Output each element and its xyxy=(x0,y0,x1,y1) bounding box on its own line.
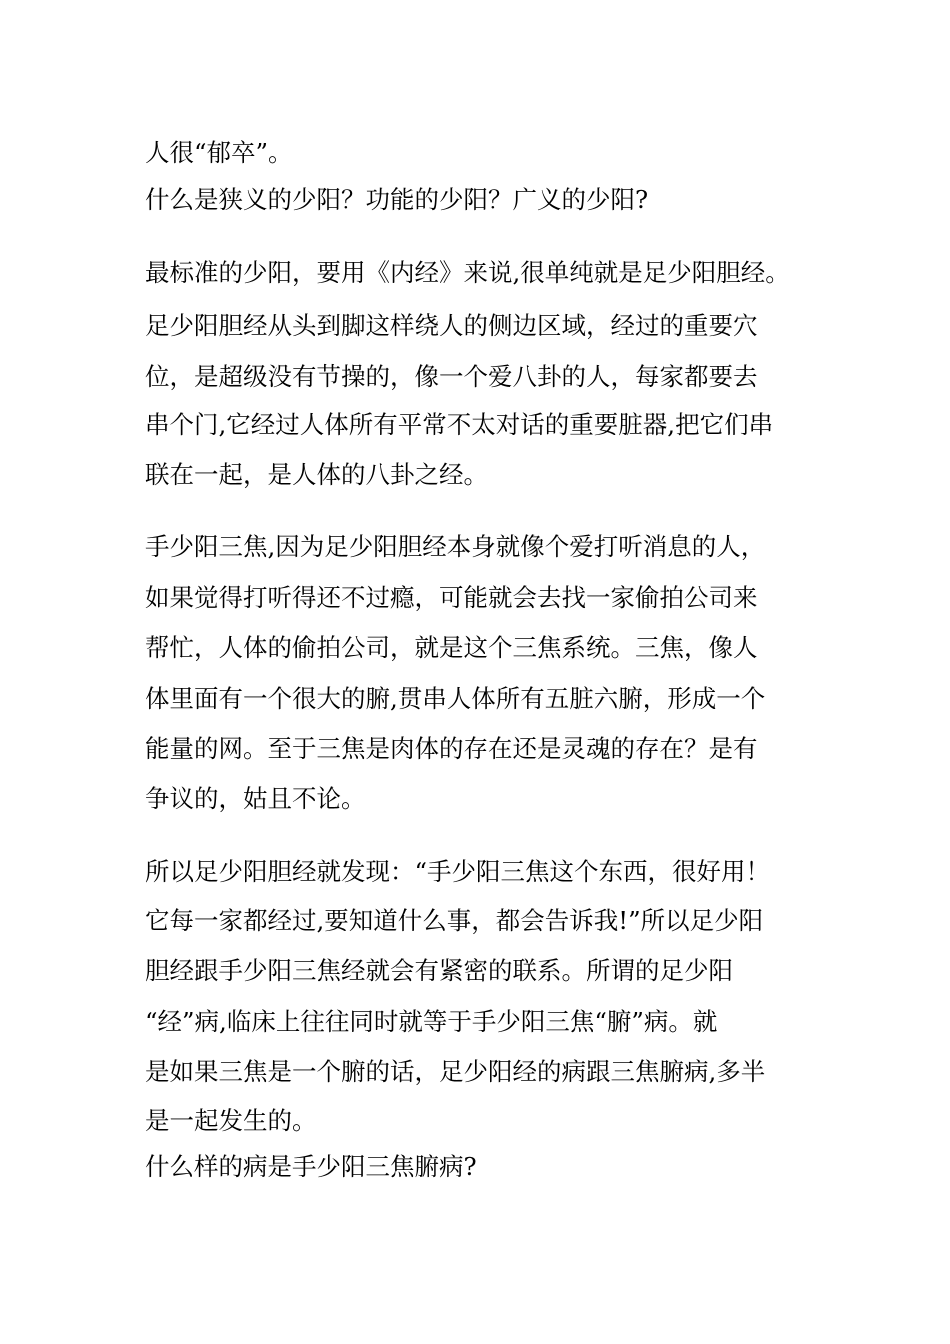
text-line: 手少阳三焦,因为足少阳胆经本身就像个爱打听消息的人， xyxy=(145,532,766,561)
text-line: 胆经跟手少阳三焦经就会有紧密的联系。所谓的足少阳 xyxy=(145,956,733,985)
text-line: 人很“郁卒”。 xyxy=(145,138,293,167)
text-line: 能量的网。至于三焦是肉体的存在还是灵魂的存在？是有 xyxy=(145,734,758,763)
text-line: 串个门,它经过人体所有平常不太对话的重要脏器,把它们串 xyxy=(145,410,774,439)
text-line: 足少阳胆经从头到脚这样绕人的侧边区域，经过的重要穴 xyxy=(145,311,758,340)
text-line: 最标准的少阳，要用《内经》来说,很单纯就是足少阳胆经。 xyxy=(145,258,790,287)
text-line: 体里面有一个很大的腑,贯串人体所有五脏六腑，形成一个 xyxy=(145,684,766,713)
text-line: 如果觉得打听得还不过瘾，可能就会去找一家偷拍公司来 xyxy=(145,583,758,612)
text-line: 帮忙，人体的偷拍公司，就是这个三焦系统。三焦，像人 xyxy=(145,633,758,662)
text-line: 什么样的病是手少阳三焦腑病? xyxy=(145,1152,477,1181)
text-line: 是如果三焦是一个腑的话，足少阳经的病跟三焦腑病,多半 xyxy=(145,1057,766,1086)
text-line: 所以足少阳胆经就发现：“手少阳三焦这个东西，很好用！ xyxy=(145,857,771,886)
text-line: 位，是超级没有节操的，像一个爱八卦的人，每家都要去 xyxy=(145,362,758,391)
text-line: 争议的，姑且不论。 xyxy=(145,784,366,813)
text-line: 什么是狭义的少阳？功能的少阳？广义的少阳? xyxy=(145,185,649,214)
text-line: 它每一家都经过,要知道什么事，都会告诉我!”所以足少阳 xyxy=(145,906,764,935)
text-line: 联在一起，是人体的八卦之经。 xyxy=(145,460,488,489)
text-line: “经”病,临床上往往同时就等于手少阳三焦“腑”病。就 xyxy=(145,1007,718,1036)
text-line: 是一起发生的。 xyxy=(145,1106,317,1135)
